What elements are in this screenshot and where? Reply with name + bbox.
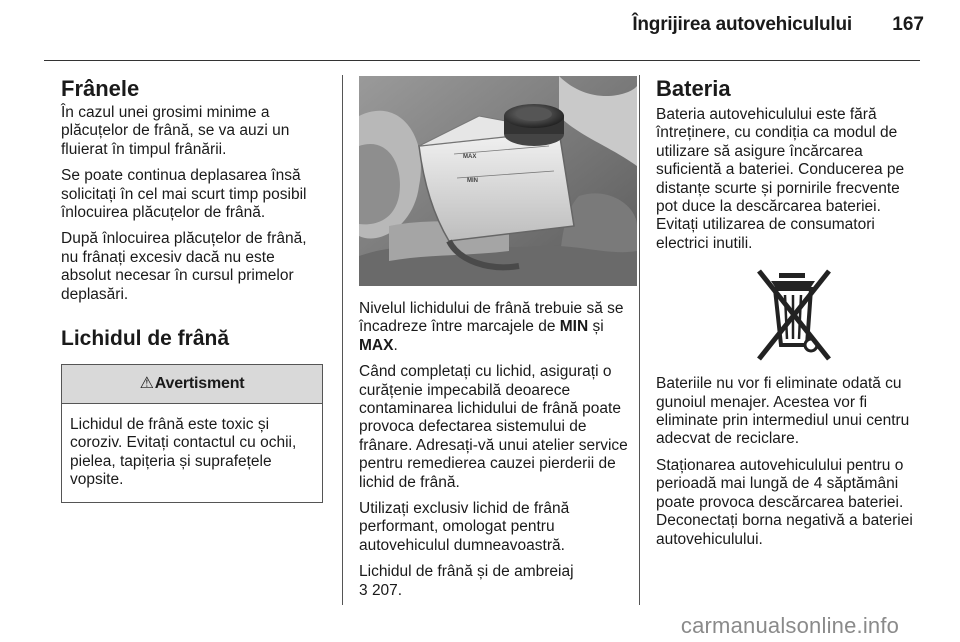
right-column — [656, 76, 924, 557]
running-header-title: Îngrijirea autovehiculului — [632, 14, 852, 35]
crossed-out-wheelie-bin-icon — [745, 263, 845, 363]
disposal-symbol-wrap — [656, 263, 934, 363]
warning-triangle-icon: ⚠ — [139, 374, 154, 392]
level-text-and: și — [588, 318, 604, 336]
brake-fluid-type-paragraph: Utilizați exclusiv lichid de frână performant, omologat pentru autovehiculul dumneavoastră. — [359, 500, 570, 554]
brake-fluid-refill-paragraph: Când completați cu lichid, asigurați o curățenie impecabilă deoarece contaminarea lichidului de frână poate provoca defectarea sistemului de frânare. Adresați-vă unui atelier service pentru remedierea cauzei pierderii de lichid de frână. — [359, 363, 628, 491]
brakes-paragraph-2: Se poate continua deplasarea însă solicitați în cel mai scurt timp posibil înlocuirea plăcuțelor de frână. — [61, 167, 307, 222]
reference-text: Lichidul de frână și de ambreiaj — [359, 563, 574, 581]
warning-text: Lichidul de frână este toxic și coroziv. Evitați contactul cu ochii, pielea, tapițeria și suprafețele vopsite. — [70, 416, 297, 489]
battery-paragraph-1: Bateria autovehiculului este fără întreținere, cu condiția ca modul de utilizare să asigure încărcarea suficientă a bateriei. Conducerea pe distanțe scurte și pornirile frecvente pot duce la descărcarea bateriei. Evitați utilizarea de consumatori electrici inutili. — [656, 106, 905, 252]
max-mark-text: MAX — [359, 336, 394, 354]
page-reference-arrow-icon: 3 — [359, 581, 368, 599]
brake-fluid-reservoir-photo — [359, 76, 637, 286]
left-column — [61, 76, 323, 503]
level-text-start: Nivelul lichidului de frână trebuie să se încadreze între marcajele de — [359, 300, 624, 336]
warning-title: Avertisment — [154, 374, 245, 392]
section-heading-battery: Bateria — [656, 76, 731, 101]
reservoir-label-min: MIN — [467, 178, 478, 184]
min-mark-text: MIN — [559, 318, 589, 336]
warning-header — [62, 365, 322, 404]
brakes-paragraph-1: În cazul unei grosimi minime a plăcuțelor de frână, se va auzi un fluierat în timpul frânării. — [61, 104, 290, 158]
header-divider — [44, 60, 920, 61]
section-heading-brake-fluid: Lichidul de frână — [61, 327, 230, 351]
battery-disposal-paragraph: Bateriile nu vor fi eliminate odată cu gunoiul menajer. Acestea vor fi eliminate prin intermediul unui centru adecvat de reciclare. — [656, 375, 910, 448]
warning-box — [61, 364, 323, 503]
reference-page-number: 207. — [371, 581, 403, 599]
brake-clutch-fluid-reference — [359, 563, 629, 600]
section-heading-brakes: Frânele — [61, 76, 140, 101]
brake-fluid-level-paragraph — [359, 300, 629, 355]
battery-storage-paragraph: Staționarea autovehiculului pentru o perioadă mai lungă de 4 săptămâni poate provoca descărcarea bateriei. Deconectați borna negativă a bateriei autovehiculului. — [656, 456, 913, 548]
watermark: carmanualsonline.info — [680, 613, 900, 638]
level-text-end: . — [393, 336, 398, 354]
page-number: 167 — [892, 14, 924, 35]
brakes-paragraph-3: După înlocuirea plăcuțelor de frână, nu frânați excesiv dacă nu este absolut necesar în cursul primelor deplasări. — [61, 230, 307, 303]
column-divider-left — [342, 75, 343, 605]
reservoir-label-max: MAX — [463, 154, 477, 160]
middle-column — [359, 76, 629, 608]
column-divider-right — [639, 75, 640, 605]
